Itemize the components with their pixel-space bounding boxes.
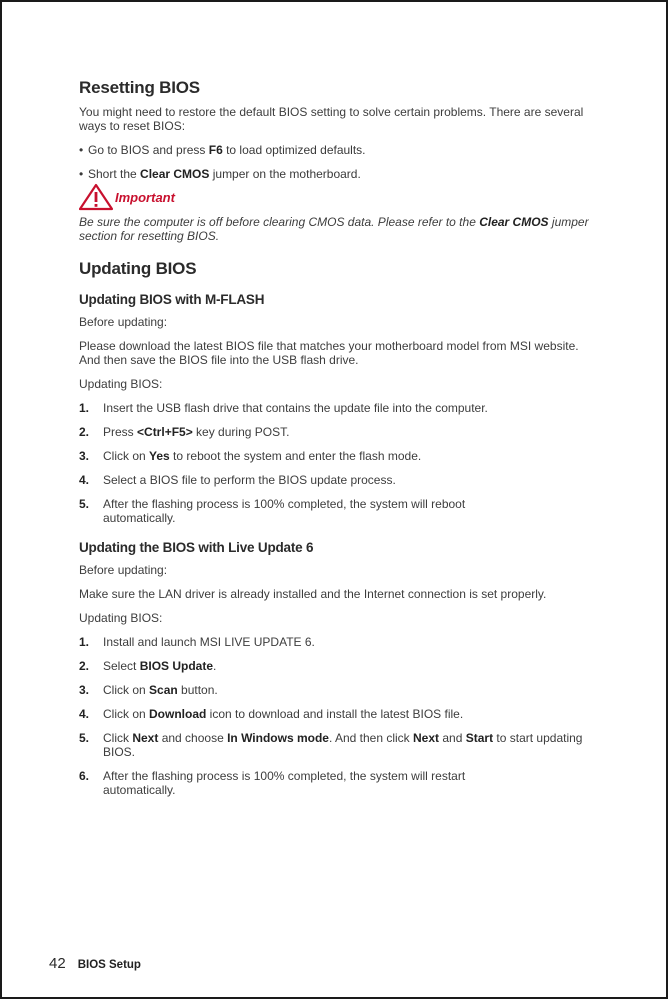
list-item: 3. Click on Yes to reboot the system and enter the flash mode.	[79, 449, 422, 463]
mflash-before-text: Please download the latest BIOS file that matches your motherboard model from MSI website. And then save the BIOS file into the USB flash drive.	[79, 339, 579, 367]
bullet-dot: •	[79, 143, 84, 157]
live-before-text: Make sure the LAN driver is already installed and the Internet connection is set properly.	[79, 587, 547, 601]
mflash-before-label: Before updating:	[79, 315, 168, 329]
heading-resetting-bios: Resetting BIOS	[79, 78, 200, 97]
mflash-steps	[79, 401, 599, 525]
list-item: 5. After the flashing process is 100% completed, the system will reboot automatically.	[79, 497, 466, 525]
list-item: 1. Install and launch MSI LIVE UPDATE 6.	[79, 635, 315, 649]
list-item: 4. Select a BIOS file to perform the BIOS update process.	[79, 473, 396, 487]
live-before-label: Before updating:	[79, 563, 168, 577]
warning-triangle-icon	[79, 183, 113, 211]
heading-updating-bios: Updating BIOS	[79, 259, 197, 278]
list-item: 3. Click on Scan button.	[79, 683, 218, 697]
bullet-dot: •	[79, 167, 84, 181]
list-item: 1. Insert the USB flash drive that contains the update file into the computer.	[79, 401, 488, 415]
page-number: 42	[49, 955, 66, 972]
heading-live-update: Updating the BIOS with Live Update 6	[79, 540, 314, 555]
reset-intro: You might need to restore the default BIOS setting to solve certain problems. There are several ways to reset BIOS:	[79, 105, 584, 133]
important-note: Be sure the computer is off before clearing CMOS data. Please refer to the Clear CMOS jumper section for resetting BIOS.	[79, 215, 589, 243]
list-item: 2. Press <Ctrl+F5> key during POST.	[79, 425, 290, 439]
reset-bullet-1: • Go to BIOS and press F6 to load optimized defaults.	[79, 143, 366, 157]
list-item: 5. Click Next and choose In Windows mode. And then click Next and Start to start updating BIOS.	[79, 731, 583, 759]
list-item: 4. Click on Download icon to download and install the latest BIOS file.	[79, 707, 464, 721]
heading-mflash: Updating BIOS with M-FLASH	[79, 292, 265, 307]
list-item: 6. After the flashing process is 100% completed, the system will restart automatically.	[79, 769, 466, 797]
live-steps	[79, 635, 599, 797]
page-footer	[49, 955, 141, 972]
important-callout	[79, 183, 599, 211]
list-item: 2. Select BIOS Update.	[79, 659, 217, 673]
important-label: Important	[115, 189, 175, 205]
mflash-steps-label: Updating BIOS:	[79, 377, 163, 391]
live-steps-label: Updating BIOS:	[79, 611, 163, 625]
reset-bullet-2: • Short the Clear CMOS jumper on the motherboard.	[79, 167, 361, 181]
footer-section-title: BIOS Setup	[77, 959, 141, 971]
page-content	[79, 76, 599, 797]
